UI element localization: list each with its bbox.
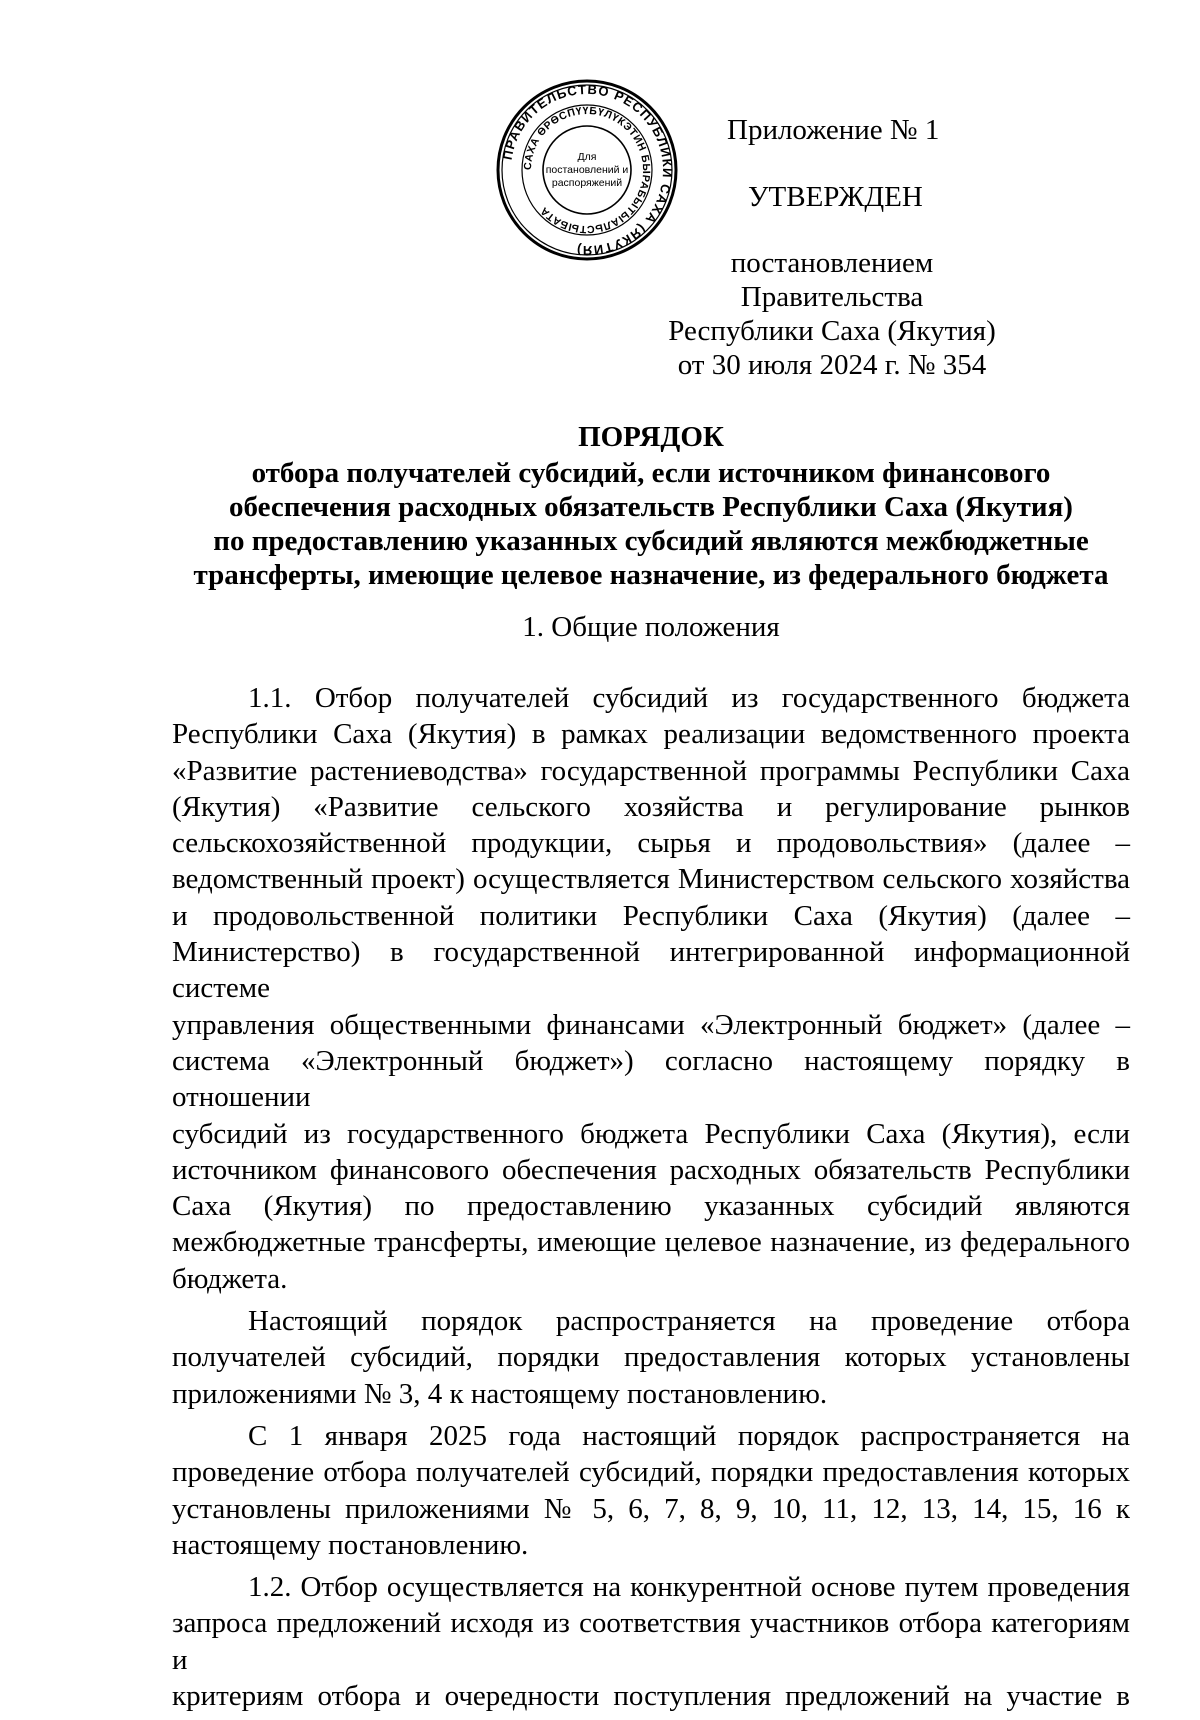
paragraph-line: С 1 января 2025 года настоящий порядок распространяется на: [248, 1419, 1130, 1452]
paragraph-line: сельскохозяйственной продукции, сырья и продовольствия» (далее –: [172, 827, 1130, 860]
title-main: ПОРЯДОК: [578, 421, 724, 453]
seal-center-line: распоряжений: [551, 177, 623, 189]
paragraph-line: межбюджетные трансферты, имеющие целевое назначение, из федерального: [172, 1226, 1130, 1259]
paragraph-line: система «Электронный бюджет») согласно настоящему порядку в отношении: [172, 1044, 1130, 1114]
paragraph-line: и продовольственной политики Республики Саха (Якутия) (далее –: [172, 899, 1130, 932]
document-body: [172, 680, 1130, 1720]
paragraph-line: запроса предложений исходя из соответствия участников отбора категориям и: [172, 1607, 1130, 1676]
section-heading: 1. Общие положения: [522, 611, 780, 643]
paragraph-line: Министерство) в государственной интегрированной информационной системе: [172, 936, 1130, 1005]
paragraph-line: приложениями № 3, 4 к настоящему постановлению.: [172, 1377, 828, 1410]
seal-graphic: [495, 78, 679, 262]
paragraph-line: бюджета.: [172, 1262, 288, 1295]
title-subtitle-line: трансферты, имеющие целевое назначение, из федерального бюджета: [193, 559, 1109, 591]
paragraph-line: Настоящий порядок распространяется на проведение отбора: [248, 1305, 1130, 1338]
paragraph-line: критериям отбора и очередности поступления предложений на участие в: [172, 1680, 1130, 1713]
paragraph-line: 1.1. Отбор получателей субсидий из государственного бюджета: [248, 682, 1130, 714]
paragraph-line: установлены приложениями № 5, 6, 7, 8, 9, 10, 11, 12, 13, 14, 15, 16 к: [172, 1492, 1130, 1525]
paragraph-line: ведомственный проект) осуществляется Министерством сельского хозяйства: [172, 863, 1130, 896]
seal-inner-text: САХА ӨРӨСПҮҮБҮЛҮКЭТИН БЫРАБЫТЫАЛЬСТЫБАТА: [521, 104, 653, 236]
seal-center-line: Для: [577, 151, 597, 163]
title-subtitle: [172, 456, 1130, 592]
paragraph-line: управления общественными финансами «Электронный бюджет» (далее –: [172, 1008, 1130, 1041]
paragraph-line: настоящему постановлению.: [172, 1528, 529, 1561]
approval-decree-line: Республики Саха (Якутия): [668, 315, 996, 347]
paragraph-line: (Якутия) «Развитие сельского хозяйства и регулирование рынков: [172, 790, 1130, 823]
paragraph: [172, 1418, 1130, 1563]
paragraph: [172, 1569, 1130, 1714]
paragraph: [172, 1303, 1130, 1412]
title-subtitle-line: обеспечения расходных обязательств Республики Саха (Якутия): [229, 491, 1073, 523]
paragraph: [172, 680, 1130, 1297]
paragraph-line: «Развитие растениеводства» государственной программы Республики Саха: [172, 754, 1130, 787]
paragraph-line: Саха (Якутия) по предоставлению указанных субсидий являются: [172, 1190, 1130, 1223]
approval-decree-line: от 30 июля 2024 г. № 354: [677, 349, 987, 381]
paragraph-line: источником финансового обеспечения расходных обязательств Республики: [172, 1153, 1130, 1186]
appendix-label: Приложение № 1: [727, 114, 940, 146]
approval-decree-line: постановлением Правительства: [730, 247, 934, 313]
title-subtitle-line: по предоставлению указанных субсидий являются межбюджетные: [213, 525, 1089, 557]
title-subtitle-line: отбора получателей субсидий, если источником финансового: [251, 457, 1051, 489]
paragraph-line: субсидий из государственного бюджета Республики Саха (Якутия), если: [172, 1117, 1130, 1150]
paragraph-line: 1.2. Отбор осуществляется на конкурентной основе путем проведения: [248, 1571, 1130, 1604]
approval-decree: [642, 246, 1022, 382]
paragraph-line: Республики Саха (Якутия) в рамках реализации ведомственного проекта: [172, 718, 1130, 751]
paragraph-line: проведение отбора получателей субсидий, порядки предоставления которых: [172, 1456, 1130, 1489]
seal-center-line: постановлений и: [545, 164, 629, 176]
paragraph-line: получателей субсидий, порядки предоставления которых установлены: [172, 1341, 1130, 1374]
seal-outer-text: ПРАВИТЕЛЬСТВО РЕСПУБЛИКИ САХА (ЯКУТИЯ): [499, 81, 676, 259]
document-title: [172, 420, 1130, 592]
approved-label: УТВЕРЖДЕН: [748, 181, 923, 213]
official-seal: [495, 78, 679, 262]
